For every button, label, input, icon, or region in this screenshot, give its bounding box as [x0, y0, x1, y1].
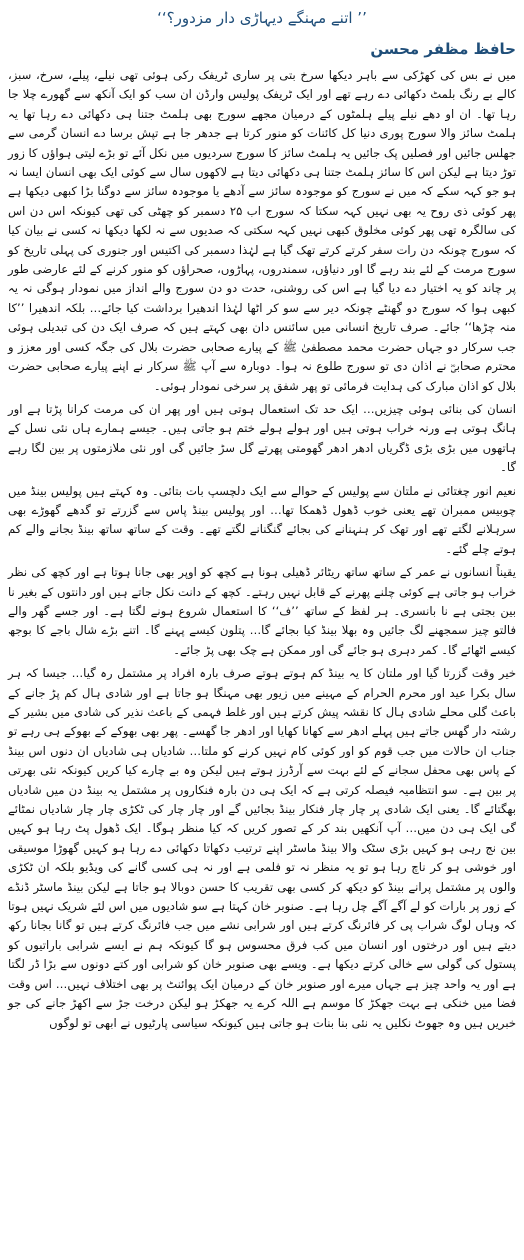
article-paragraph: میں نے بس کی کھڑکی سے باہر دیکھا سرخ بتی پر ساری ٹریفک رکی ہوئی تھی نیلے، پیلے، سرخ، سبز، کالے بے رنگ بلمٹ دکھائی دے رہے تھے اور ایک ٹریفک پولیس وارڈن ان سب کو ایک آنکھ سے گھورے چلا جا رہا تھا۔ ان او دھے نیلے پیلے ہلمٹوں کے درمیان مجھے سورج بھی ہلمٹ جتنا ہی دکھائی دے رہا تھا یہ ہلمٹ سائز والا سورج پوری دنیا کل کائنات کو منور کرتا ہے جدھر جا ہے تپش برسا دے انسان گرمی سے جھلس جائیں اور فصلیں پک جائیں یہ ہلمٹ سائز کا سورج سردیوں میں نکل آئے تو بڑے لیتی ہواؤں کا زور توڑ دیتا ہے لیکن اس کا سائز ہلمٹ جتنا ہی دکھائی دیتا ہے لاکھوں سال سے کوئی ایک بھی انسان ایسا نہ ہو جو کہہ سکے کہ میں نے سورج کو موجودہ سائز سے آدھے یا موجودہ سائز سے دوگنا بڑا کبھی دیکھا ہے پھر کوئی ذی روح یہ بھی نہیں کہہ سکتا کہ سورج اب ۲۵ دسمبر کو چھٹی کی تھی کیونکہ اس دن اس کی سالگرہ تھی پھر کوئی مخلوق کبھی نہیں کہہ سکتی کہ صدیوں سے نہ لکھا دیکھا نہ کسی نے بیان کیا کہ سورج چونکہ دن رات سفر کرتے کرتے تھک گیا ہے لہٰذا دسمبر کی اکتیس اور جنوری کی پہلی تاریخ کو سورج مرمت کے لئے بند رہے گا اور دنیاؤں، سمندروں، پہاڑوں، صحراؤں کو منور کرنے کے لئے عارضی طور پر چاند کو یہ اختیار دے دیا گیا ہے اس کی روشنی، حدت دو دن سورج والے انداز میں نمودار ہوگی نہ یہ کبھی ہوا کہ سورج دو گھنٹے چونکہ دیر سے سو کر اٹھا لہٰذا اندھیرا برداشت کیا جائے… بلکہ اندھیرا ’’کا منہ چڑھا‘‘ جائے۔ صرف تاریخ انسانی میں سائنس دان بھی کہتے ہیں کہ صرف ایک دن کی تبدیلی ہوئی جب سرکار دو جہاں حضرت محمد مصطفیٰ ﷺ کے پیارے صحابی حضرت بلال کی جگہ کسی اور معزز و محترم صحابیؓ نے اذان دی تو سورج طلوع نہ ہوا۔ دوبارہ سے آپ ﷺ سرکار نے اپنے پیارے صحابی حضرت بلال کو اذان مبارک کی ہدایت فرمائی تو پھر شفق پر سرخی نمودار ہوئی۔ — [8, 68, 516, 393]
author-byline: حافظ مظفر محسن — [370, 40, 516, 58]
article-paragraph: خیر وقت گزرتا گیا اور ملتان کا یہ بینڈ کم ہوتے ہوتے صرف بارہ افراد پر مشتمل رہ گیا… جیسا کہ ہر سال بکرا عید اور محرم الحرام کے مہینے میں زیور بھی مہنگا ہو جاتا ہے اور شادی ہال کم پڑ جانے کے باعث گلی محلے شادی ہال کا نقشہ پیش کرتے ہیں اور غلط فہمی کے باعث نذیر کی شادی میں بشیر کے رشتہ دار گھس جاتے ہیں پہلے ادھر سے کھانا کھایا اور ادھر جا گھسے۔ پھر بھی بھوکے کے بھوکے ہی رہے تو جناب ان حالات میں جب قوم کو اور کوئی کام نہیں کرنے کو ملتا… شادیاں ہی شادیاں ان دنوں اس بینڈ کے پاس بھی محفل سجانے کے لئے بہت سے آرڈرز ہوتے ہیں لیکن وہ بے چارے کیا کریں کیونکہ نئی بھرتی پر بین ہے۔ سو انتظامیہ فیصلہ کرتی ہے کہ ایک ہی دن بارہ فنکاروں پر مشتمل یہ بینڈ دن میں شادیاں بھگتائے گا۔ یعنی ایک شادی پر چار چار فنکار بینڈ بجائیں گے اور چار چار کی ٹکڑی چار چار شادیاں نمٹائے گی ایک ہی دن میں… آپ آنکھیں بند کر کے تصور کریں کہ کیا منظر ہوگا۔ ایک ڈھول پٹ رہا ہو کہیں بین نج رہی ہو کہیں بڑی سٹک والا بینڈ ماسٹر اپنے ترتیب دکھاتا دکھائی دے رہا ہو کہیں گھوڑا موسیقی اور خوشی ہو کر ناچ رہا ہو تو یہ منظر نہ تو فلمی ہے اور نہ ہی کسی گانے کی ویڈیو بلکہ ان ٹکڑی والوں پر مشتمل پرانے بینڈ کو دیکھ کر کسی بھی تقریب کا حسن دوبالا ہو جاتا ہے لیکن بینڈ ماسٹر ڈنڈے کے زور پر بارات کو لے آگے آگے چل رہا ہے۔ صنوبر خان کہتا ہے سو شادیوں میں اس لئے شریک نہیں ہوتا کہ وہاں لوگ شراب پی کر فائرنگ کرتے ہیں اور شرابی نشے میں جب فائرنگ کرتے ہیں تو گانا بجانا رکھ دیتے ہیں اور درختوں اور انسان میں کب فرق محسوس ہو گا کیونکہ ہم نے ایسے شرابی باراتیوں کو پستول کی گولی سے خالی کرتے دیکھا ہے۔ ویسے بھی صنوبر خان کو شرابی اور کتے دونوں سے بڑا ڈر لگتا ہے اور یہ واحد چیز ہے جہاں میرے اور صنوبر خان کے درمیان ایک پوائنٹ پر بھی اختلاف نہیں… اس وقت فضا میں خنکی ہے بہت جھکڑ کا موسم ہے اللہ کرے یہ جھکڑ ہو لیکن درخت جڑ سے اکھڑ جانے کی جو خبریں ہیں وہ جھوٹ نکلیں یہ نئی بنا بنات ہو جاتی ہیں کیونکہ سیاسی پارٹیوں نے ابھی تو لوگوں — [8, 666, 516, 1030]
article-body — [8, 66, 516, 1033]
article-paragraph: نعیم انور چغتائی نے ملتان سے پولیس کے حوالے سے ایک دلچسپ بات بتائی۔ وہ کہتے ہیں پولیس بینڈ میں چوبیس ممبران تھے یعنی خوب ڈھول ڈھمکا تھا… اور پولیس بینڈ پاس سے گزرتے تو گدھے گھوڑے بھی سرہلانے لگتے تھے اور تھک کر ہنہنانے کی بجائے گنگنانے لگتے تھے۔ وقت کے ساتھ ساتھ بینڈ بجانے والے کم ہوتے چلے گئے۔ — [8, 483, 516, 556]
article-paragraph: یقیناً انسانوں نے عمر کے ساتھ ساتھ ریٹائر ڈھیلی ہونا ہے کچھ کو اوپر بھی جانا ہوتا ہے اور کچھ کی نظر خراب ہو جاتی ہے کوئی چلنے پھرنے کے قابل نہیں رہتے۔ کچھ کے دانت نکل جاتے ہیں اور دانتوں کے بغیر نا بین بجتی ہے نا بانسری۔ ہر لفظ کے ساتھ ’’ف‘‘ کا استعمال شروع ہونے لگتا ہے۔ اور جسے گھر والے فالتو چیز سمجھنے لگ جائیں وہ بھلا بینڈ کیا بجائے گا… پتلون کیسے پہنے گا۔ اتنے بڑے شال باجے کا بوجھ کیسے اٹھائے گا۔ کمر دہری ہو جائے گی اور ممکن ہے چک بھی پڑ جائے۔ — [8, 565, 516, 657]
article-title: ’’ اتنے مہنگے دیہاڑی دار مزدور؟‘‘ — [157, 9, 367, 27]
article-paragraph: انسان کی بنائی ہوئی چیزیں… ایک حد تک استعمال ہوتی ہیں اور پھر ان کی مرمت کرانا پڑتا ہے اور ہانگ ہوتی ہے ورنہ خراب ہوتی ہیں اور ہولے ہولے ختم ہو جاتی ہیں۔ جیسے ہمارے ہاں نئی نسل کے ہاتھوں میں بڑی بڑی ڈگریاں ادھر ادھر گھومتی پھرتے گل سڑ جائیں گی اور نئی ملازمتوں پر بین لگا رہے گا۔ — [8, 401, 516, 475]
